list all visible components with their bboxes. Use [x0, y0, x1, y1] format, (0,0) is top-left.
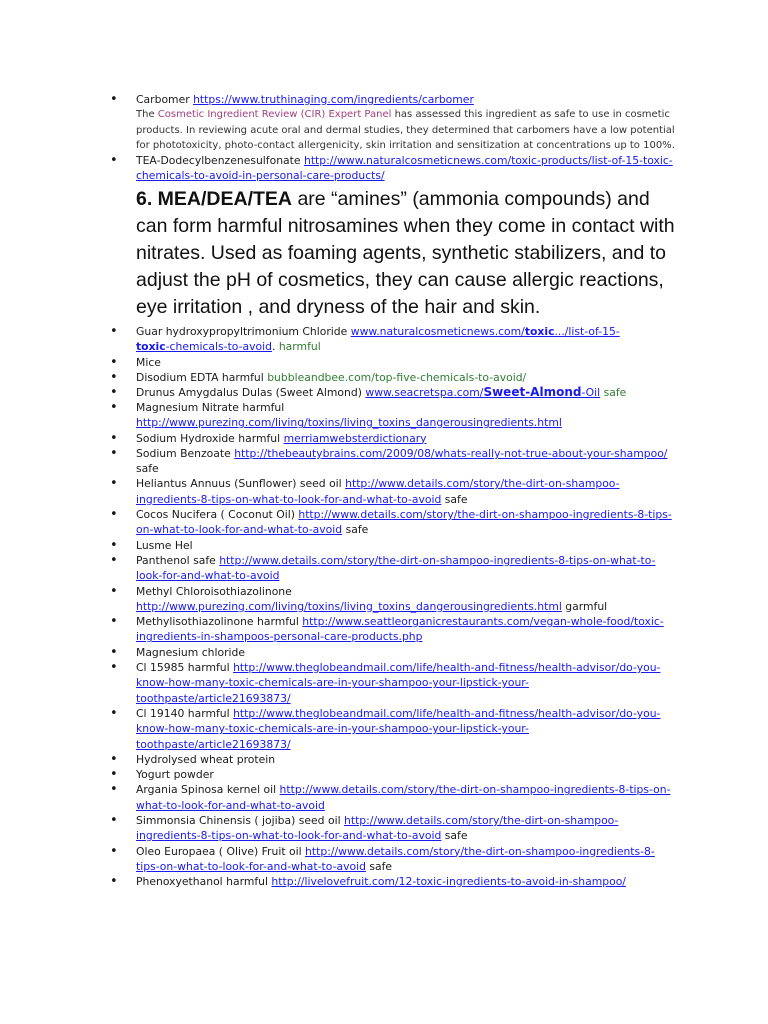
item-note: safe — [441, 829, 468, 843]
item-text: Heliantus Annuus (Sunflower) seed oil — [136, 477, 346, 491]
item-note: garmful — [561, 599, 608, 613]
item-text: Hydrolysed wheat protein — [136, 752, 276, 766]
item-text: Cocos Nucifera ( Coconut Oil) — [136, 508, 299, 522]
list-item — [0, 767, 768, 782]
list-item — [0, 752, 768, 767]
item-link[interactable]: http://www.purezing.com/living/toxins/living_toxins_dangerousingredients.html — [136, 599, 562, 613]
item-link[interactable]: http://www.theglobeandmail.com/life/health-and-fitness/health-advisor/do-you-know-how-many-toxic-chemicals-are-in-your-shampoo-your-lipstick-your-toothpaste/article21693873/ — [136, 706, 661, 751]
list-item — [0, 446, 768, 477]
item-text: Methyl Chloroisothiazolinone — [136, 584, 292, 598]
mea-section — [0, 185, 768, 322]
item-link[interactable]: http://livelovefruit.com/12-toxic-ingredients-to-avoid-in-shampoo/ — [271, 875, 626, 889]
list-item — [0, 507, 768, 538]
link-part: -Oil — [581, 386, 601, 400]
item-note: safe — [600, 386, 627, 400]
desc-rest: has assessed this ingredient as safe to use in cosmetic products. In reviewing acute oral and dermal studies, they determined that carbomers have a low potential for phototoxicity, photo-contact allergenicity, skin irritation and sensitization at concentrations up to 100%. — [136, 109, 675, 151]
item-text: Sodium Benzoate — [136, 446, 235, 460]
list-item — [0, 538, 768, 553]
desc-prefix: The — [136, 109, 158, 121]
list-item — [0, 874, 768, 889]
item-text: Guar hydroxypropyltrimonium Chloride — [136, 325, 351, 338]
item-text: Disodium EDTA harmful — [136, 370, 268, 384]
item-note: safe — [441, 492, 468, 506]
mea-text: are “amines” (ammonia compounds) and can form harmful nitrosamines when they come in contact with nitrates. Used as foaming agents, synthetic stabilizers, and to adjust the pH of cosmetics, they can cause allergic reactions, eye irritation , and dryness of the hair and skin. — [136, 188, 675, 318]
list-item — [0, 782, 768, 813]
item-note: safe — [136, 462, 159, 476]
item-text: Sodium Hydroxide harmful — [136, 431, 284, 445]
item-link[interactable]: http://www.details.com/story/the-dirt-on-shampoo-ingredients-8-tips-on-what-to-look-for-and-what-to-avoid — [136, 508, 672, 537]
mea-heading: 6. MEA/DEA/TEA — [136, 188, 293, 210]
item-url[interactable]: bubbleandbee.com/top-five-chemicals-to-avoid/ — [267, 370, 527, 384]
item-link[interactable]: http://www.details.com/story/the-dirt-on-shampoo-ingredients-8-tips-on-what-to-look-for-and-what-to-avoid — [136, 783, 671, 812]
item-note: safe — [365, 859, 393, 873]
list-item-guar — [0, 324, 768, 355]
item-after: . — [271, 340, 279, 354]
item-link[interactable]: https://www.truthinaging.com/ingredients/carbomer — [193, 93, 474, 106]
list-item — [0, 584, 768, 615]
link-part-bold: toxic — [524, 325, 555, 338]
list-item — [0, 431, 768, 446]
item-text: Lusme Hel — [136, 538, 193, 552]
item-link[interactable]: http://www.seattleorganicrestaurants.com/vegan-whole-food/toxic-ingredients-in-shampoos-personal-care-products.php — [136, 615, 664, 644]
item-text: Drunus Amygdalus Dulas (Sweet Almond) — [136, 386, 366, 400]
list-item — [0, 614, 768, 645]
list-item-tea — [0, 153, 768, 184]
item-link[interactable]: http://www.naturalcosmeticnews.com/toxic-products/list-of-15-toxic-chemicals-to-avoid-in-personal-care-products/ — [136, 154, 673, 183]
item-link[interactable]: http://thebeautybrains.com/2009/08/whats-really-not-true-about-your-shampoo/ — [234, 446, 668, 460]
item-link[interactable]: http://www.details.com/story/the-dirt-on-shampoo-ingredients-8-tips-on-what-to-look-for-and-what-to-avoid — [136, 477, 620, 506]
item-link[interactable]: http://www.details.com/story/the-dirt-on-shampoo-ingredients-8-tips-on-what-to-look-for-and-what-to-avoid — [136, 814, 619, 843]
item-text: Cl 19140 harmful — [136, 706, 234, 720]
link-part-bold: toxic — [136, 340, 166, 354]
list-item-mice — [0, 355, 768, 370]
link-part: /list-of-15- — [564, 325, 620, 338]
item-text: Phenoxyethanol harmful — [136, 875, 272, 889]
list-item — [0, 660, 768, 706]
item-link[interactable]: http://www.purezing.com/living/toxins/living_toxins_dangerousingredients.html — [136, 416, 562, 430]
mea-paragraph — [0, 185, 768, 322]
item-note: harmful — [278, 340, 321, 354]
list-item-carbomer — [0, 92, 768, 153]
list-item — [0, 476, 768, 507]
item-link[interactable]: merriamwebsterdictionary — [283, 431, 427, 445]
item-text: Carbomer — [136, 93, 194, 106]
item-text: Magnesium chloride — [136, 645, 246, 659]
item-text: Mice — [136, 355, 161, 369]
ingredient-list-rest — [0, 400, 768, 890]
link-part: -chemicals-to-avoid — [165, 340, 272, 354]
item-text: Magnesium Nitrate harmful — [136, 401, 285, 414]
item-text: Methylisothiazolinone harmful — [136, 615, 303, 629]
item-link[interactable]: http://www.details.com/story/the-dirt-on-shampoo-ingredients-8-tips-on-what-to-look-for-and-what-to-avoid — [136, 553, 656, 583]
ingredient-list — [0, 92, 768, 184]
link-part: www.seacretspa.com/ — [365, 386, 484, 400]
item-text: Argania Spinosa kernel oil — [136, 783, 280, 797]
carbomer-description — [136, 107, 678, 153]
list-item — [0, 706, 768, 752]
item-text: TEA-Dodecylbenzenesulfonate — [136, 154, 304, 168]
link-part-bold: Sweet-Almond — [483, 385, 582, 400]
item-link[interactable]: http://www.details.com/story/the-dirt-on-shampoo-ingredients-8-tips-on-what-to-look-for-and-what-to-avoid — [136, 844, 655, 873]
item-text: Cl 15985 harmful — [136, 661, 234, 675]
list-item — [0, 553, 768, 584]
item-text: Oleo Europaea ( Olive) Fruit oil — [136, 844, 306, 858]
item-link[interactable] — [365, 386, 600, 399]
link-part: www.naturalcosmeticnews.com/ — [350, 325, 525, 338]
list-item — [0, 400, 768, 431]
item-text: Panthenol safe — [136, 553, 220, 567]
list-item-edta — [0, 370, 768, 385]
list-item — [0, 645, 768, 660]
item-text: Yogurt powder — [136, 768, 214, 782]
list-item-almond — [0, 385, 768, 400]
item-note: safe — [342, 523, 369, 537]
item-text: Simmonsia Chinensis ( jojiba) seed oil — [136, 814, 344, 828]
cir-panel-link[interactable]: Cosmetic Ingredient Review (CIR) Expert Panel — [157, 109, 392, 121]
list-item — [0, 813, 768, 844]
ingredient-list-continued — [0, 324, 768, 400]
list-item — [0, 844, 768, 875]
link-part: ... — [554, 325, 565, 338]
item-link[interactable]: http://www.theglobeandmail.com/life/health-and-fitness/health-advisor/do-you-know-how-many-toxic-chemicals-are-in-your-shampoo-your-lipstick-your-toothpaste/article21693873/ — [136, 661, 661, 705]
